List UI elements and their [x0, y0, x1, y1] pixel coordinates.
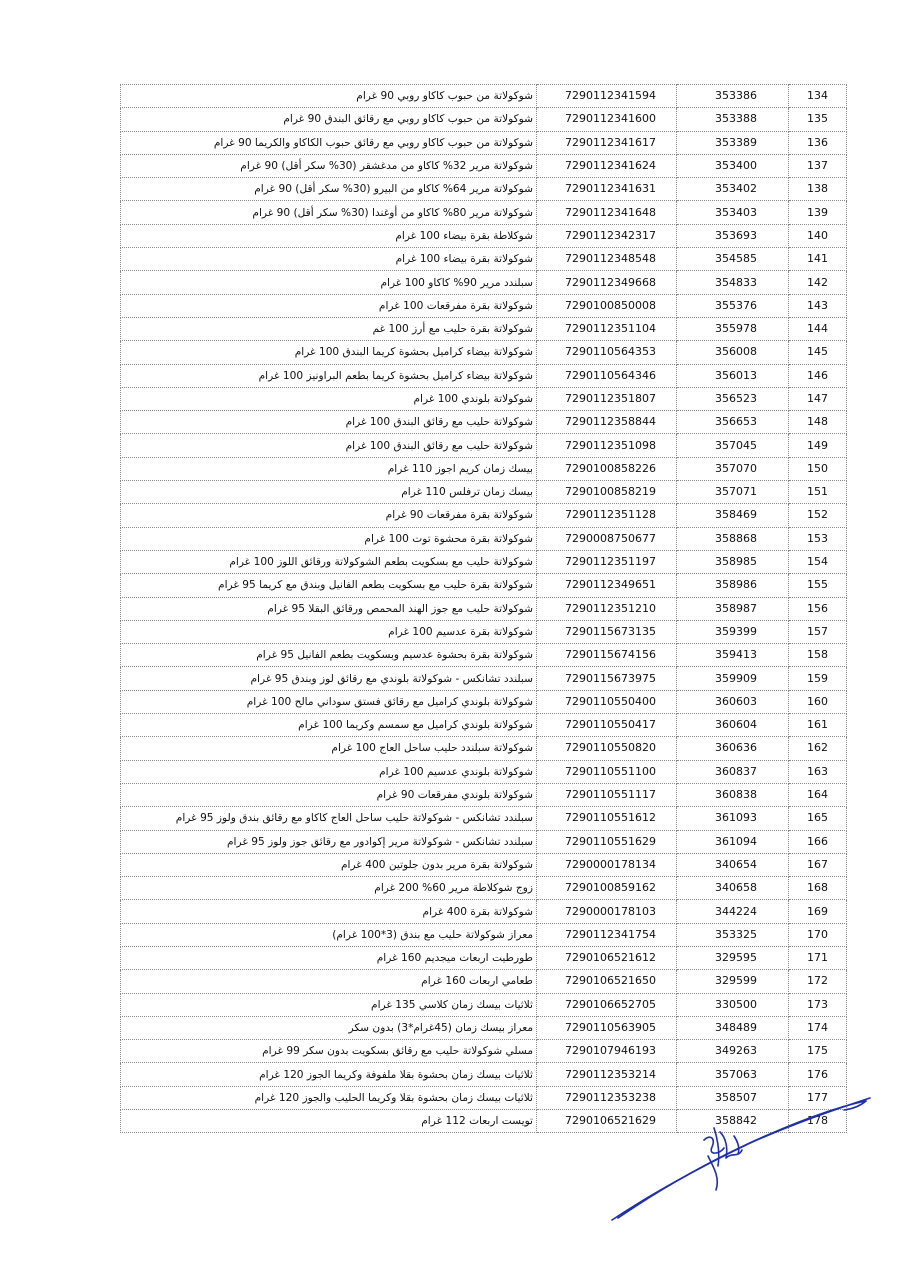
- barcode-cell: 7290112341594: [537, 85, 677, 108]
- barcode-cell: 7290000178103: [537, 900, 677, 923]
- table-row: [121, 760, 847, 783]
- product-description-cell: شوكولاتة بقرة بحشوة عدسيم وبسكويت بطعم الفانيل 95 غرام: [121, 644, 537, 667]
- table-row: [121, 946, 847, 969]
- product-code-cell: 353403: [677, 201, 789, 224]
- table-row: [121, 574, 847, 597]
- product-table-wrapper: [120, 84, 846, 1133]
- product-code-cell: 353693: [677, 224, 789, 247]
- barcode-cell: 7290107946193: [537, 1040, 677, 1063]
- product-code-cell: 358507: [677, 1086, 789, 1109]
- row-number-cell: 162: [789, 737, 847, 760]
- table-row: [121, 690, 847, 713]
- table-row: [121, 178, 847, 201]
- row-number-cell: 145: [789, 341, 847, 364]
- product-description-cell: شوكولاتة بقرة 400 غرام: [121, 900, 537, 923]
- product-description-cell: ثلاثيات بيسك زمان كلاسي 135 غرام: [121, 993, 537, 1016]
- barcode-cell: 7290112353214: [537, 1063, 677, 1086]
- product-code-cell: 359413: [677, 644, 789, 667]
- row-number-cell: 154: [789, 550, 847, 573]
- product-description-cell: شوكولاتة من حبوب كاكاو روبي 90 غرام: [121, 85, 537, 108]
- product-description-cell: سبلندد تشانكس - شوكولاتة بلوندي مع رقائق لوز وبندق 95 غرام: [121, 667, 537, 690]
- table-row: [121, 271, 847, 294]
- product-code-cell: 359399: [677, 620, 789, 643]
- barcode-cell: 7290115674156: [537, 644, 677, 667]
- barcode-cell: 7290112342317: [537, 224, 677, 247]
- product-description-cell: زوج شوكلاطة مرير 60% 200 غرام: [121, 877, 537, 900]
- product-code-cell: 360636: [677, 737, 789, 760]
- row-number-cell: 148: [789, 411, 847, 434]
- table-row: [121, 131, 847, 154]
- product-description-cell: سبلندد تشانكس - شوكولاتة حليب ساحل العاج كاكاو مع رقائق بندق ولوز 95 غرام: [121, 807, 537, 830]
- row-number-cell: 149: [789, 434, 847, 457]
- barcode-cell: 7290110550820: [537, 737, 677, 760]
- row-number-cell: 143: [789, 294, 847, 317]
- row-number-cell: 177: [789, 1086, 847, 1109]
- product-code-cell: 355376: [677, 294, 789, 317]
- product-code-cell: 358868: [677, 527, 789, 550]
- product-code-cell: 361094: [677, 830, 789, 853]
- product-code-cell: 357070: [677, 457, 789, 480]
- product-description-cell: ثلاثيات بيسك زمان بحشوة بقلا ملفوفة وكريما الجوز 120 غرام: [121, 1063, 537, 1086]
- row-number-cell: 174: [789, 1016, 847, 1039]
- barcode-cell: 7290110551612: [537, 807, 677, 830]
- row-number-cell: 151: [789, 481, 847, 504]
- product-code-cell: 354833: [677, 271, 789, 294]
- product-description-cell: معراز بيسك زمان (45غرام*3) بدون سكر: [121, 1016, 537, 1039]
- product-description-cell: شوكولاتة مرير 32% كاكاو من مدغشقر (30% سكر أقل) 90 غرام: [121, 154, 537, 177]
- table-row: [121, 224, 847, 247]
- row-number-cell: 158: [789, 644, 847, 667]
- table-row: [121, 644, 847, 667]
- product-description-cell: تويست اربعات 112 غرام: [121, 1110, 537, 1133]
- table-row: [121, 550, 847, 573]
- product-code-cell: 360838: [677, 783, 789, 806]
- product-code-cell: 357063: [677, 1063, 789, 1086]
- product-code-cell: 355978: [677, 317, 789, 340]
- row-number-cell: 155: [789, 574, 847, 597]
- row-number-cell: 153: [789, 527, 847, 550]
- barcode-cell: 7290106652705: [537, 993, 677, 1016]
- row-number-cell: 139: [789, 201, 847, 224]
- barcode-cell: 7290106521612: [537, 946, 677, 969]
- table-row: [121, 807, 847, 830]
- row-number-cell: 137: [789, 154, 847, 177]
- row-number-cell: 135: [789, 108, 847, 131]
- product-code-cell: 357071: [677, 481, 789, 504]
- barcode-cell: 7290110564353: [537, 341, 677, 364]
- product-code-cell: 329599: [677, 970, 789, 993]
- row-number-cell: 166: [789, 830, 847, 853]
- row-number-cell: 161: [789, 714, 847, 737]
- barcode-cell: 7290110551117: [537, 783, 677, 806]
- barcode-cell: 7290112351197: [537, 550, 677, 573]
- barcode-cell: 7290112349651: [537, 574, 677, 597]
- table-row: [121, 248, 847, 271]
- product-code-cell: 354585: [677, 248, 789, 271]
- product-code-cell: 358986: [677, 574, 789, 597]
- product-code-cell: 356008: [677, 341, 789, 364]
- product-description-cell: شوكولاتة حليب مع بسكويت بطعم الشوكولاتة ورقائق اللوز 100 غرام: [121, 550, 537, 573]
- product-description-cell: معراز شوكولاتة حليب مع بندق (3*100 غرام): [121, 923, 537, 946]
- product-code-cell: 353402: [677, 178, 789, 201]
- product-code-cell: 357045: [677, 434, 789, 457]
- table-row: [121, 597, 847, 620]
- row-number-cell: 141: [789, 248, 847, 271]
- product-description-cell: شوكولاتة بلوندي عدسيم 100 غرام: [121, 760, 537, 783]
- row-number-cell: 168: [789, 877, 847, 900]
- product-code-cell: 349263: [677, 1040, 789, 1063]
- barcode-cell: 7290112341600: [537, 108, 677, 131]
- product-description-cell: شوكولاتة بلوندي 100 غرام: [121, 387, 537, 410]
- barcode-cell: 7290115673975: [537, 667, 677, 690]
- product-description-cell: بيسك زمان ترفلس 110 غرام: [121, 481, 537, 504]
- product-description-cell: شوكولاتة بقرة مفرقعات 100 غرام: [121, 294, 537, 317]
- table-row: [121, 294, 847, 317]
- table-row: [121, 830, 847, 853]
- product-code-cell: 344224: [677, 900, 789, 923]
- row-number-cell: 156: [789, 597, 847, 620]
- product-description-cell: مسلي شوكولاتة حليب مع رقائق بسكويت بدون سكر 99 غرام: [121, 1040, 537, 1063]
- product-table: [120, 84, 847, 1133]
- table-row: [121, 201, 847, 224]
- table-row: [121, 481, 847, 504]
- product-description-cell: طورطيت اربعات ميجديم 160 غرام: [121, 946, 537, 969]
- table-row: [121, 1016, 847, 1039]
- barcode-cell: 7290100850008: [537, 294, 677, 317]
- barcode-cell: 7290112351128: [537, 504, 677, 527]
- row-number-cell: 176: [789, 1063, 847, 1086]
- row-number-cell: 172: [789, 970, 847, 993]
- row-number-cell: 163: [789, 760, 847, 783]
- table-row: [121, 620, 847, 643]
- table-row: [121, 783, 847, 806]
- barcode-cell: 7290110564346: [537, 364, 677, 387]
- barcode-cell: 7290112348548: [537, 248, 677, 271]
- product-code-cell: 340654: [677, 853, 789, 876]
- barcode-cell: 7290100858226: [537, 457, 677, 480]
- row-number-cell: 167: [789, 853, 847, 876]
- product-description-cell: شوكولاتة مرير 64% كاكاو من البيرو (30% سكر أقل) 90 غرام: [121, 178, 537, 201]
- row-number-cell: 171: [789, 946, 847, 969]
- row-number-cell: 160: [789, 690, 847, 713]
- product-code-cell: 353386: [677, 85, 789, 108]
- table-row: [121, 457, 847, 480]
- product-description-cell: شوكولاتة بقرة مرير بدون جلوتين 400 غرام: [121, 853, 537, 876]
- product-description-cell: شوكولاتة من حبوب كاكاو روبي مع رقائق حبوب الكاكاو والكريما 90 غرام: [121, 131, 537, 154]
- table-row: [121, 317, 847, 340]
- table-row: [121, 154, 847, 177]
- barcode-cell: 7290112351098: [537, 434, 677, 457]
- signature-icon: [608, 1092, 878, 1224]
- product-description-cell: شوكولاتة بقرة محشوة توت 100 غرام: [121, 527, 537, 550]
- table-row: [121, 387, 847, 410]
- product-description-cell: شوكولاتة بقرة حليب مع بسكويت بطعم الفانيل وبندق مع كريما 95 غرام: [121, 574, 537, 597]
- barcode-cell: 7290112341648: [537, 201, 677, 224]
- barcode-cell: 7290112341624: [537, 154, 677, 177]
- table-row: [121, 1040, 847, 1063]
- product-code-cell: 360603: [677, 690, 789, 713]
- table-row: [121, 85, 847, 108]
- table-row: [121, 341, 847, 364]
- product-description-cell: شوكولاتة حليب مع رقائق البندق 100 غرام: [121, 434, 537, 457]
- product-code-cell: 356523: [677, 387, 789, 410]
- row-number-cell: 134: [789, 85, 847, 108]
- barcode-cell: 7290100858219: [537, 481, 677, 504]
- product-description-cell: شوكولاتة بقرة بيضاء 100 غرام: [121, 248, 537, 271]
- row-number-cell: 178: [789, 1110, 847, 1133]
- table-row: [121, 970, 847, 993]
- product-description-cell: شوكلاطة بقرة بيضاء 100 غرام: [121, 224, 537, 247]
- barcode-cell: 7290115673135: [537, 620, 677, 643]
- product-description-cell: شوكولاتة حليب مع جوز الهند المحمص ورقائق البقلا 95 غرام: [121, 597, 537, 620]
- product-description-cell: شوكولاتة حليب مع رقائق البندق 100 غرام: [121, 411, 537, 434]
- product-description-cell: سبلندد تشانكس - شوكولاتة مرير إكوادور مع رقائق جوز ولوز 95 غرام: [121, 830, 537, 853]
- product-code-cell: 329595: [677, 946, 789, 969]
- table-row: [121, 1063, 847, 1086]
- product-code-cell: 330500: [677, 993, 789, 1016]
- table-row: [121, 434, 847, 457]
- barcode-cell: 7290112341631: [537, 178, 677, 201]
- barcode-cell: 7290112351210: [537, 597, 677, 620]
- row-number-cell: 175: [789, 1040, 847, 1063]
- barcode-cell: 7290100859162: [537, 877, 677, 900]
- product-code-cell: 353388: [677, 108, 789, 131]
- row-number-cell: 140: [789, 224, 847, 247]
- table-row: [121, 714, 847, 737]
- barcode-cell: 7290112351104: [537, 317, 677, 340]
- row-number-cell: 152: [789, 504, 847, 527]
- product-code-cell: 353389: [677, 131, 789, 154]
- product-code-cell: 358985: [677, 550, 789, 573]
- product-table-body: [121, 85, 847, 1133]
- product-description-cell: شوكولاتة مرير 80% كاكاو من أوغندا (30% سكر أقل) 90 غرام: [121, 201, 537, 224]
- product-description-cell: شوكولاتة بلوندي كراميل مع رقائق فستق سوداني مالح 100 غرام: [121, 690, 537, 713]
- product-description-cell: شوكولاتة بقرة حليب مع أرز 100 غم: [121, 317, 537, 340]
- barcode-cell: 7290112351807: [537, 387, 677, 410]
- row-number-cell: 157: [789, 620, 847, 643]
- product-code-cell: 358469: [677, 504, 789, 527]
- row-number-cell: 144: [789, 317, 847, 340]
- row-number-cell: 159: [789, 667, 847, 690]
- table-row: [121, 364, 847, 387]
- table-row: [121, 411, 847, 434]
- product-description-cell: شوكولاتة بقرة مفرقعات 90 غرام: [121, 504, 537, 527]
- barcode-cell: 7290112341754: [537, 923, 677, 946]
- product-description-cell: شوكولاتة من حبوب كاكاو روبي مع رقائق البندق 90 غرام: [121, 108, 537, 131]
- barcode-cell: 7290112349668: [537, 271, 677, 294]
- product-code-cell: 348489: [677, 1016, 789, 1039]
- product-description-cell: ثلاثيات بيسك زمان بحشوة بقلا وكريما الحليب والجوز 120 غرام: [121, 1086, 537, 1109]
- barcode-cell: 7290110551100: [537, 760, 677, 783]
- product-code-cell: 353325: [677, 923, 789, 946]
- product-code-cell: 360837: [677, 760, 789, 783]
- product-description-cell: شوكولاتة بلوندي مفرقعات 90 غرام: [121, 783, 537, 806]
- row-number-cell: 173: [789, 993, 847, 1016]
- barcode-cell: 7290110563905: [537, 1016, 677, 1039]
- product-code-cell: 361093: [677, 807, 789, 830]
- product-code-cell: 356013: [677, 364, 789, 387]
- barcode-cell: 7290112353238: [537, 1086, 677, 1109]
- product-description-cell: سبلندد مرير 90% كاكاو 100 غرام: [121, 271, 537, 294]
- barcode-cell: 7290110550417: [537, 714, 677, 737]
- product-code-cell: 359909: [677, 667, 789, 690]
- table-row: [121, 900, 847, 923]
- product-description-cell: طعامي اربعات 160 غرام: [121, 970, 537, 993]
- table-row: [121, 527, 847, 550]
- product-code-cell: 356653: [677, 411, 789, 434]
- row-number-cell: 142: [789, 271, 847, 294]
- table-row: [121, 853, 847, 876]
- row-number-cell: 146: [789, 364, 847, 387]
- barcode-cell: 7290110550400: [537, 690, 677, 713]
- barcode-cell: 7290106521650: [537, 970, 677, 993]
- table-row: [121, 923, 847, 946]
- product-description-cell: شوكولاتة بيضاء كراميل بحشوة كريما بطعم البراونيز 100 غرام: [121, 364, 537, 387]
- row-number-cell: 164: [789, 783, 847, 806]
- product-code-cell: 340658: [677, 877, 789, 900]
- table-row: [121, 993, 847, 1016]
- barcode-cell: 7290106521629: [537, 1110, 677, 1133]
- product-description-cell: بيسك زمان كريم اجوز 110 غرام: [121, 457, 537, 480]
- barcode-cell: 7290112341617: [537, 131, 677, 154]
- row-number-cell: 147: [789, 387, 847, 410]
- product-code-cell: 353400: [677, 154, 789, 177]
- row-number-cell: 136: [789, 131, 847, 154]
- row-number-cell: 138: [789, 178, 847, 201]
- product-code-cell: 358842: [677, 1110, 789, 1133]
- product-description-cell: شوكولاتة بيضاء كراميل بحشوة كريما البندق 100 غرام: [121, 341, 537, 364]
- row-number-cell: 165: [789, 807, 847, 830]
- product-description-cell: شوكولاتة بلوندي كراميل مع سمسم وكريما 100 غرام: [121, 714, 537, 737]
- barcode-cell: 7290008750677: [537, 527, 677, 550]
- table-row: [121, 108, 847, 131]
- table-row: [121, 667, 847, 690]
- table-row: [121, 737, 847, 760]
- product-code-cell: 360604: [677, 714, 789, 737]
- barcode-cell: 7290112358844: [537, 411, 677, 434]
- row-number-cell: 170: [789, 923, 847, 946]
- product-description-cell: شوكولاتة بقرة عدسيم 100 غرام: [121, 620, 537, 643]
- row-number-cell: 150: [789, 457, 847, 480]
- row-number-cell: 169: [789, 900, 847, 923]
- barcode-cell: 7290000178134: [537, 853, 677, 876]
- table-row: [121, 877, 847, 900]
- table-row: [121, 504, 847, 527]
- product-code-cell: 358987: [677, 597, 789, 620]
- product-description-cell: شوكولاتة سبلندد حليب ساحل العاج 100 غرام: [121, 737, 537, 760]
- barcode-cell: 7290110551629: [537, 830, 677, 853]
